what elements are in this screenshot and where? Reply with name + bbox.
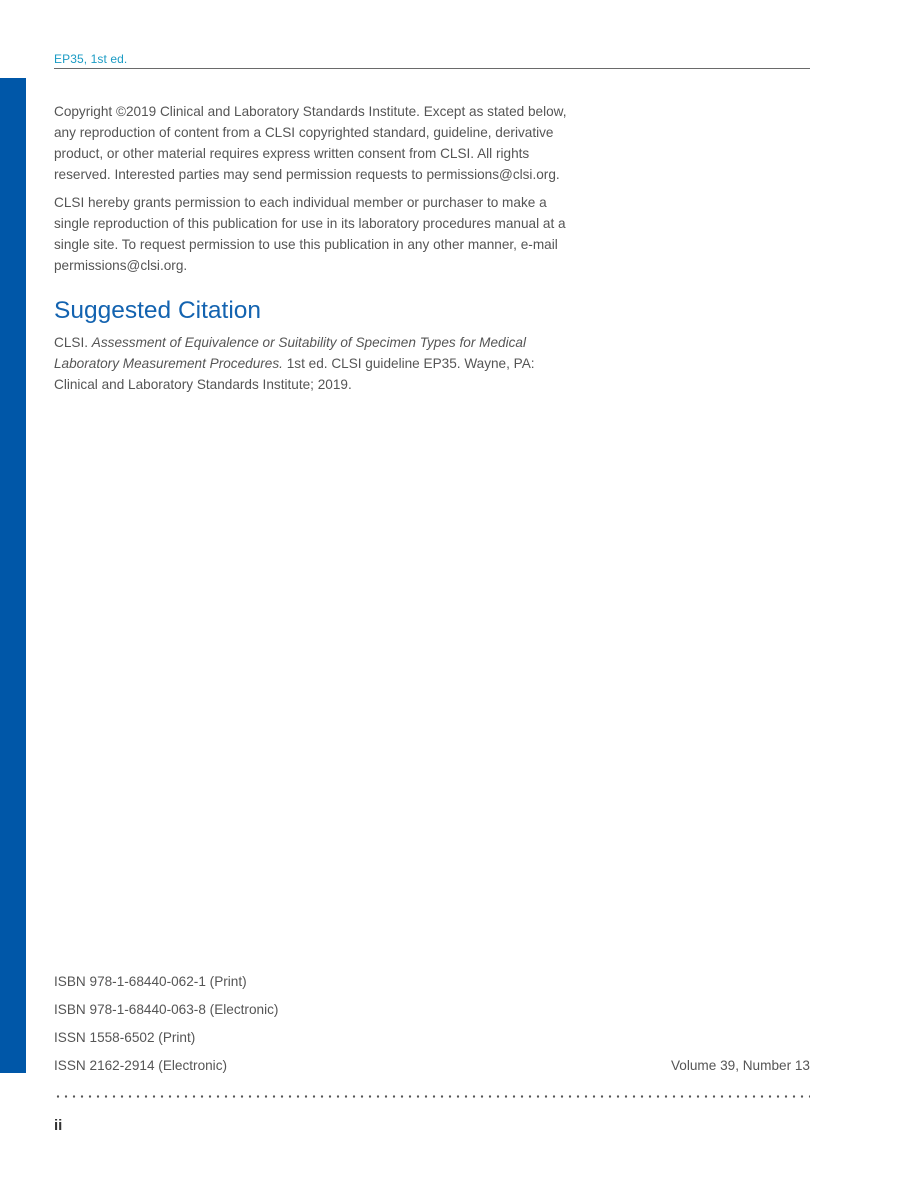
copyright-section [54, 101, 574, 395]
citation-title: Assessment of Equivalence or Suitability of Specimen Types for Medical Laboratory Measurement Procedures. [54, 335, 526, 371]
citation-prefix: CLSI. [54, 335, 92, 350]
header-rule [54, 68, 810, 69]
identifier-list [54, 972, 278, 1084]
running-head: EP35, 1st ed. [54, 52, 128, 66]
isbn-print: ISBN 978-1-68440-062-1 (Print) [54, 974, 247, 989]
sidebar-color-bar [0, 78, 26, 1073]
citation-heading: Suggested Citation [54, 297, 262, 324]
permission-paragraph: CLSI hereby grants permission to each individual member or purchaser to make a single reproduction of this publication for use in its laboratory procedures manual at a single site. To request permission to use this publication in any other manner, e-mail permissions@clsi.org. [54, 195, 566, 273]
page-number: ii [54, 1117, 63, 1134]
footer-dotted-rule [54, 1095, 810, 1098]
issn-print: ISSN 1558-6502 (Print) [54, 1030, 196, 1045]
citation-suffix: 1st ed. CLSI guideline EP35. Wayne, PA: Clinical and Laboratory Standards Institute; 2019. [54, 356, 535, 392]
isbn-electronic: ISBN 978-1-68440-063-8 (Electronic) [54, 1002, 279, 1017]
issn-electronic: ISSN 2162-2914 (Electronic) [54, 1058, 228, 1073]
copyright-paragraph: Copyright ©2019 Clinical and Laboratory Standards Institute. Except as stated below, any reproduction of content from a CLSI copyrighted standard, guideline, derivative product, or other material requires express written consent from CLSI. All rights reserved. Interested parties may send permission requests to permissions@clsi.org. [54, 104, 567, 182]
citation-text [54, 332, 574, 395]
volume-number: Volume 39, Number 13 [670, 1058, 810, 1073]
